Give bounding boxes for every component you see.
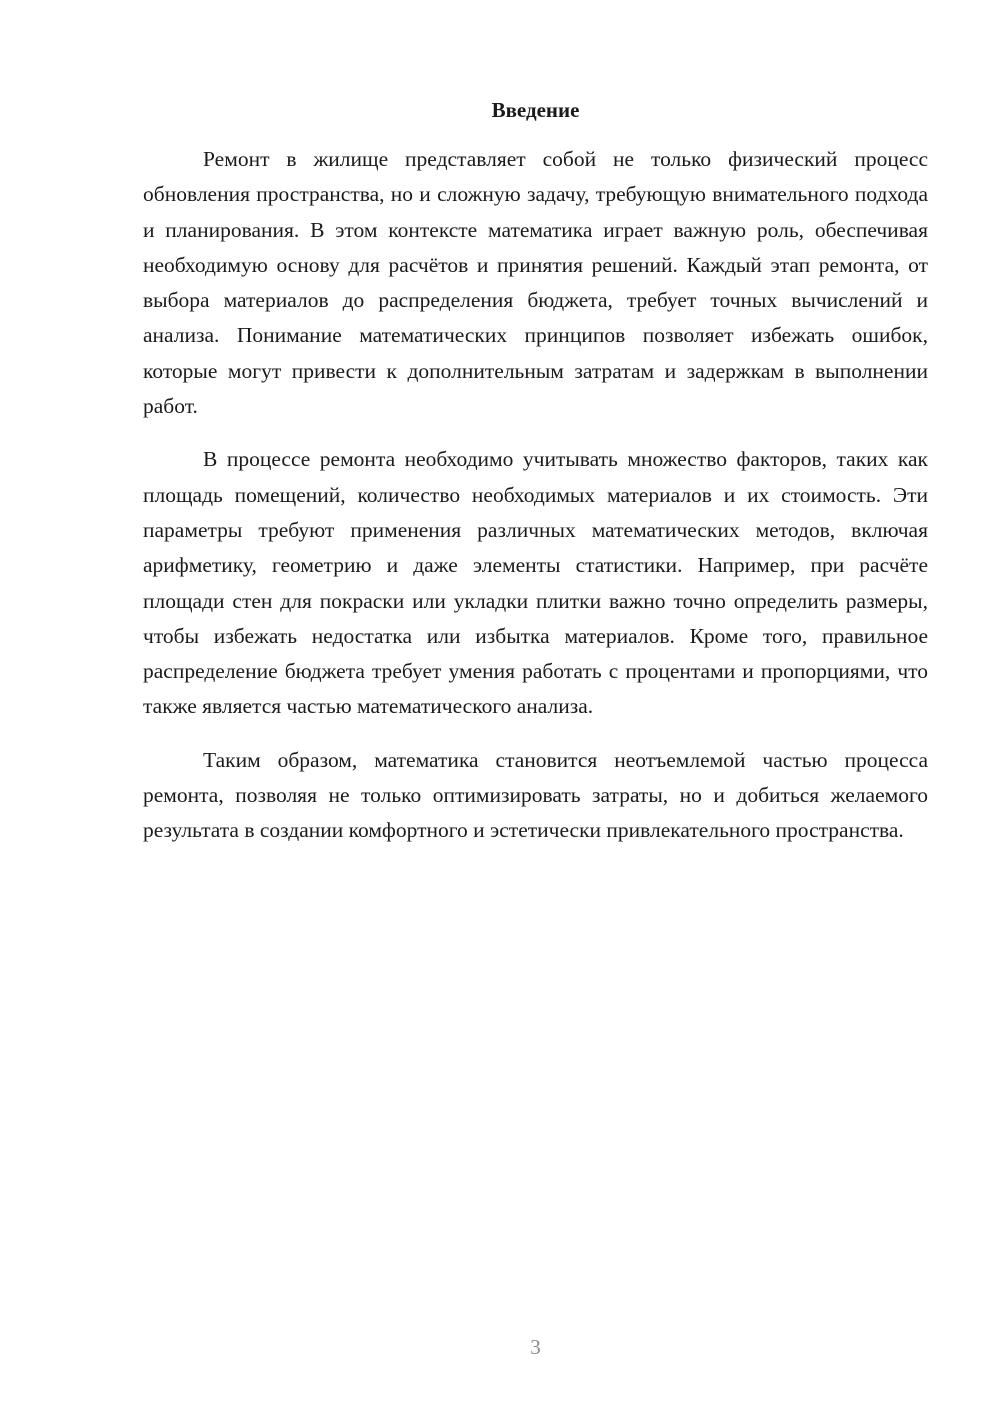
paragraph-3: Таким образом, математика становится неотъемлемой частью процесса ремонта, позволяя не только оптимизировать затраты, но и добиться желаемого результата в создании комфортного и эстетически привлекательного пространства. [143, 747, 928, 843]
page-number: 3 [530, 1335, 541, 1359]
page-title: Введение [491, 98, 580, 122]
paragraph-1: Ремонт в жилище представляет собой не только физический процесс обновления пространства, но и сложную задачу, требующую внимательного подхода и планирования. В этом контексте математика играет важную роль, обеспечивая необходимую основу для расчётов и принятия решений. Каждый этап ремонта, от выбора материалов до распределения бюджета, требует точных вычислений и анализа. Понимание математических принципов позволяет избежать ошибок, которые могут привести к дополнительным затратам и задержкам в выполнении работ. [143, 147, 928, 419]
document-body [143, 142, 928, 849]
paragraph-2: В процессе ремонта необходимо учитывать множество факторов, таких как площадь помещений, количество необходимых материалов и их стоимость. Эти параметры требуют применения различных математических методов, включая арифметику, геометрию и даже элементы статистики. Например, при расчёте площади стен для покраски или укладки плитки важно точно определить размеры, чтобы избежать недостатка или избытка материалов. Кроме того, правильное распределение бюджета требует умения работать с процентами и пропорциями, что также является частью математического анализа. [143, 447, 928, 719]
